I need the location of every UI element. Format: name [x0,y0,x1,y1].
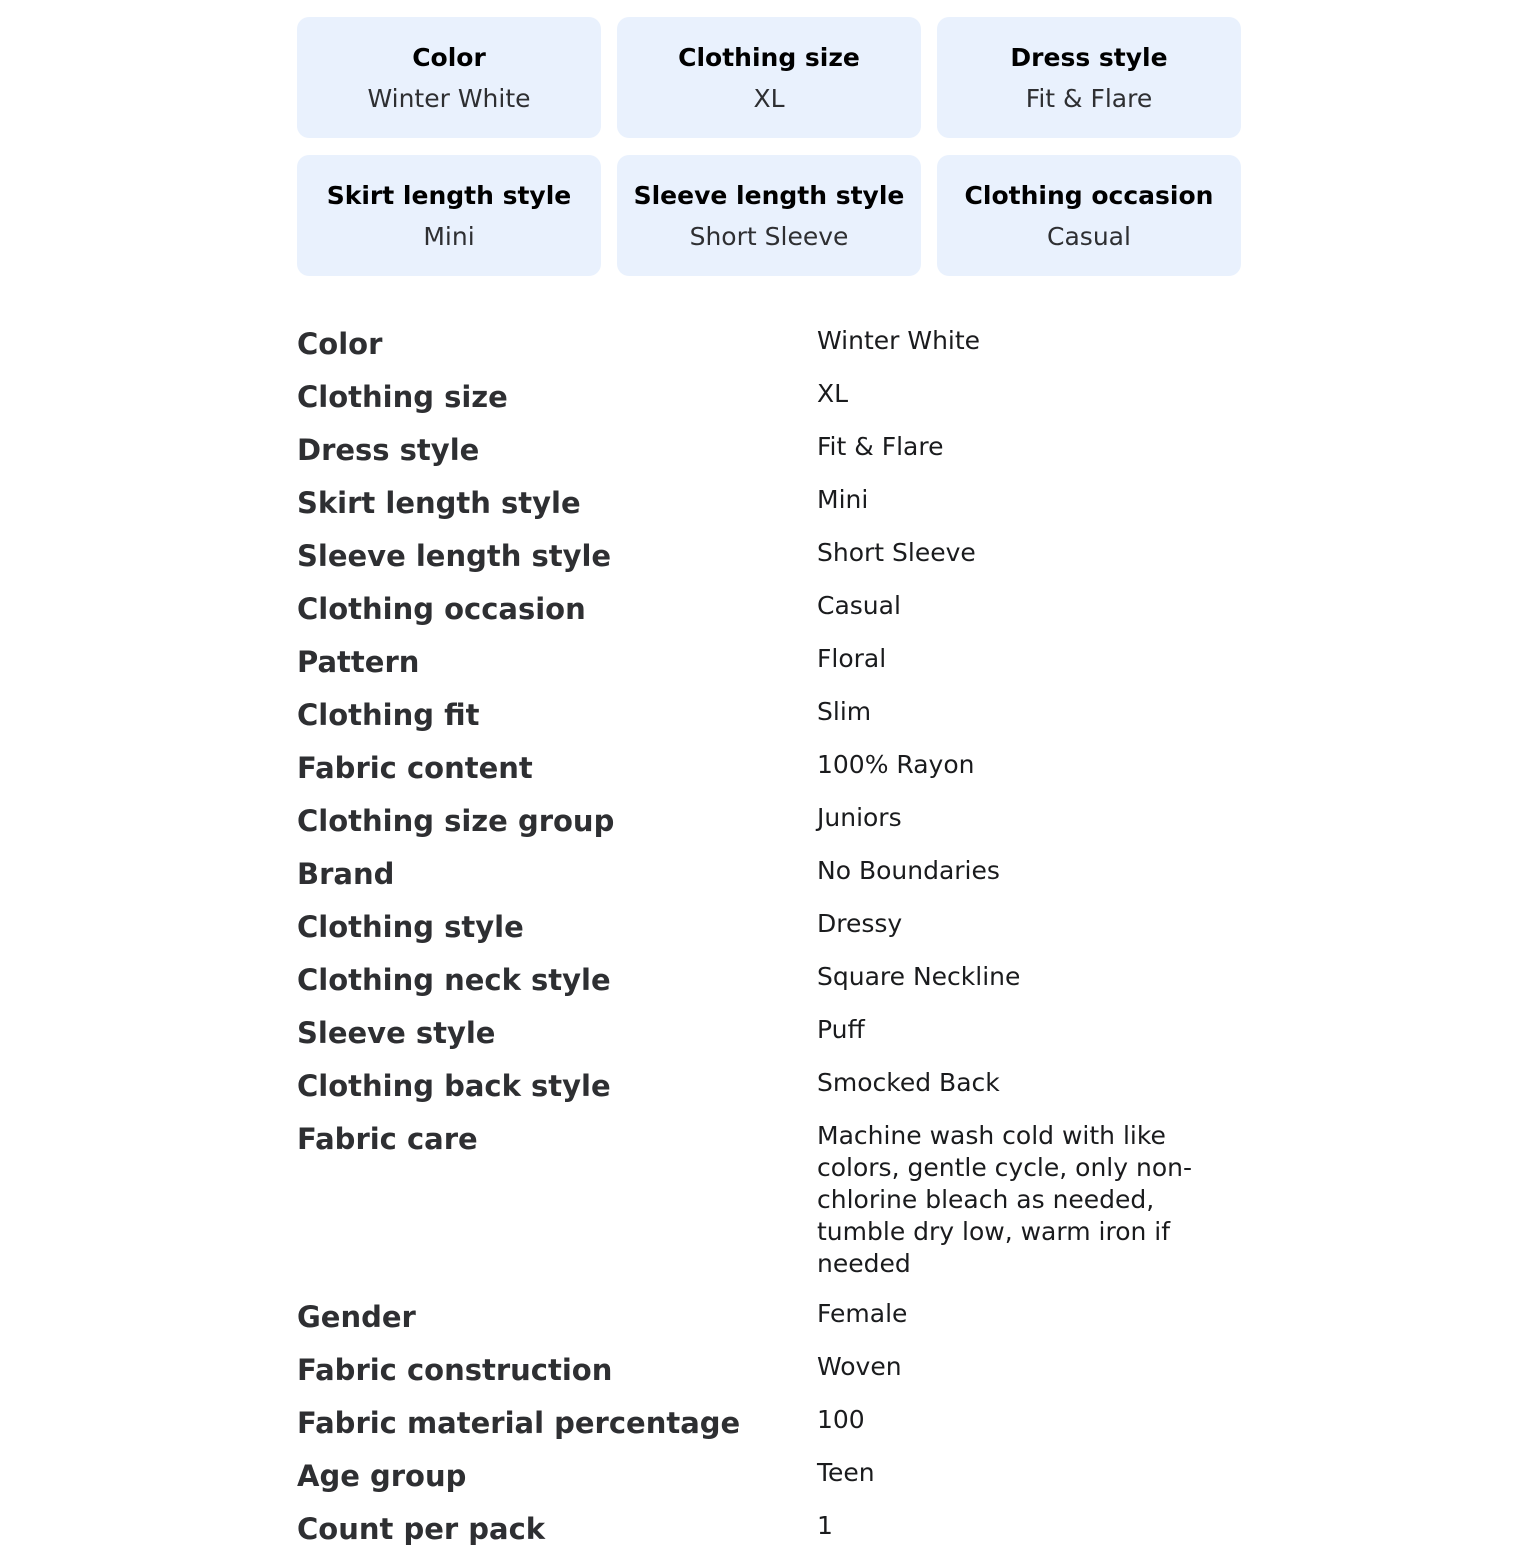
spec-label: Dress style [297,433,480,467]
spec-row-age-group [297,1460,1241,1513]
spec-label: Fabric material percentage [297,1406,741,1440]
spec-value: 1 [817,1511,833,1540]
spec-label: Fabric content [297,751,533,785]
spec-row-clothing-neck-style [297,964,1241,1017]
highlight-card-dress-style[interactable] [937,17,1241,138]
spec-value: Fit & Flare [817,432,944,461]
product-specifications-panel [297,17,1241,1566]
spec-label: Age group [297,1459,467,1493]
spec-value: Square Neckline [817,962,1021,991]
spec-row-count-per-pack [297,1513,1241,1566]
spec-label: Clothing size [297,380,508,414]
spec-label: Clothing style [297,910,524,944]
spec-row-fabric-content [297,752,1241,805]
spec-value: Teen [817,1458,875,1487]
spec-value: Machine wash cold with like colors, gentle cycle, only non-chlorine bleach as needed, tumble dry low, warm iron if needed [817,1121,1192,1278]
spec-value: Floral [817,644,887,673]
highlight-card-clothing-size[interactable] [617,17,921,138]
spec-row-fabric-care [297,1123,1241,1301]
spec-label: Clothing neck style [297,963,611,997]
highlight-card-value: Short Sleeve [689,222,849,251]
spec-label: Clothing occasion [297,592,586,626]
spec-label: Brand [297,857,395,891]
spec-row-clothing-size [297,381,1241,434]
spec-label: Gender [297,1300,416,1334]
spec-value: Winter White [817,326,981,355]
spec-row-gender [297,1301,1241,1354]
spec-row-skirt-length-style [297,487,1241,540]
highlight-card-value: Fit & Flare [1025,84,1153,113]
spec-value: Casual [817,591,901,620]
spec-value: No Boundaries [817,856,1000,885]
spec-label: Sleeve length style [297,539,612,573]
spec-label: Color [297,327,383,361]
spec-value: Juniors [817,803,902,832]
highlight-card-sleeve-length-style[interactable] [617,155,921,276]
spec-value: XL [817,379,849,408]
spec-row-clothing-size-group [297,805,1241,858]
spec-value: Short Sleeve [817,538,976,567]
spec-label: Count per pack [297,1512,546,1546]
spec-label: Clothing size group [297,804,615,838]
spec-label: Clothing fit [297,698,480,732]
spec-row-color [297,328,1241,381]
spec-value: Woven [817,1352,902,1381]
spec-row-clothing-back-style [297,1070,1241,1123]
spec-label: Fabric care [297,1122,478,1156]
highlight-card-value: Winter White [367,84,531,113]
spec-value: Slim [817,697,872,726]
spec-row-clothing-style [297,911,1241,964]
spec-row-fabric-material-percentage [297,1407,1241,1460]
highlight-card-skirt-length-style[interactable] [297,155,601,276]
highlight-card-title: Sleeve length style [633,181,905,210]
spec-label: Clothing back style [297,1069,611,1103]
spec-value: Smocked Back [817,1068,1000,1097]
highlight-card-color[interactable] [297,17,601,138]
highlight-card-title: Dress style [1010,43,1168,72]
spec-value: Female [817,1299,908,1328]
spec-row-sleeve-length-style [297,540,1241,593]
spec-value: Puff [817,1015,865,1044]
spec-label: Pattern [297,645,420,679]
spec-value: 100% Rayon [817,750,975,779]
highlight-card-title: Color [412,43,486,72]
spec-label: Fabric construction [297,1353,613,1387]
highlight-card-title: Skirt length style [326,181,572,210]
spec-value: Mini [817,485,869,514]
spec-row-brand [297,858,1241,911]
spec-row-sleeve-style [297,1017,1241,1070]
spec-label: Sleeve style [297,1016,496,1050]
spec-row-dress-style [297,434,1241,487]
spec-row-clothing-fit [297,699,1241,752]
highlight-card-value: Casual [1047,222,1131,251]
spec-label: Skirt length style [297,486,581,520]
spec-row-fabric-construction [297,1354,1241,1407]
specifications-table [297,328,1241,1566]
highlight-card-title: Clothing size [678,43,860,72]
highlight-card-title: Clothing occasion [964,181,1214,210]
highlight-card-clothing-occasion[interactable] [937,155,1241,276]
spec-value: 100 [817,1405,865,1434]
spec-value: Dressy [817,909,903,938]
spec-row-clothing-occasion [297,593,1241,646]
highlight-cards [297,17,1241,276]
spec-row-pattern [297,646,1241,699]
highlight-card-value: Mini [423,222,475,251]
highlight-card-value: XL [753,84,785,113]
